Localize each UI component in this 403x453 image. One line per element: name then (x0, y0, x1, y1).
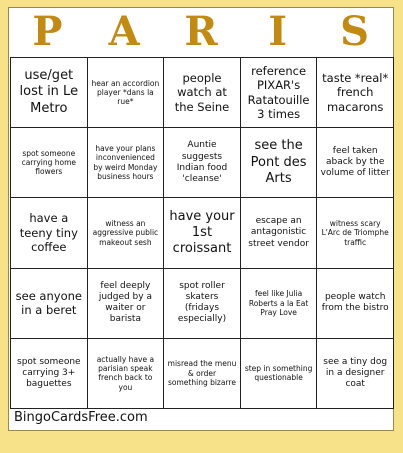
site-brand: BingoCardsFree.com (14, 410, 148, 425)
bingo-cell-r5-c4[interactable]: step in something questionable (241, 339, 318, 409)
header-letter-s: S (340, 8, 370, 55)
bingo-cell-r4-c4[interactable]: feel like Julia Roberts a la Eat Pray Love (241, 269, 318, 339)
bingo-cell-r4-c3[interactable]: spot roller skaters (fridays especially) (164, 269, 241, 339)
bingo-cell-r5-c2[interactable]: actually have a parisian speak french back to you (88, 339, 165, 409)
bingo-cell-r1-c1[interactable]: use/get lost in Le Metro (11, 58, 88, 128)
bingo-cell-r1-c3[interactable]: people watch at the Seine (164, 58, 241, 128)
bingo-card (8, 7, 394, 431)
bingo-grid (10, 57, 394, 409)
bingo-cell-r2-c3[interactable]: Auntie suggests Indian food 'cleanse' (164, 128, 241, 198)
bingo-cell-r1-c4[interactable]: reference PIXAR's Ratatouille 3 times (241, 58, 318, 128)
bingo-cell-r5-c1[interactable]: spot someone carrying 3+ baguettes (11, 339, 88, 409)
bingo-cell-r3-c2[interactable]: witness an aggressive public makeout sesh (88, 198, 165, 268)
bingo-header (9, 8, 393, 56)
bingo-cell-r4-c5[interactable]: people watch from the bistro (317, 269, 394, 339)
bingo-cell-r1-c2[interactable]: hear an accordion player *dans la rue* (88, 58, 165, 128)
bingo-cell-r2-c2[interactable]: have your plans inconvenienced by weird Monday business hours (88, 128, 165, 198)
bingo-cell-r4-c1[interactable]: see anyone in a beret (11, 269, 88, 339)
bingo-cell-r1-c5[interactable]: taste *real* french macarons (317, 58, 394, 128)
bingo-cell-r2-c5[interactable]: feel taken aback by the volume of litter (317, 128, 394, 198)
bingo-cell-r3-c1[interactable]: have a teeny tiny coffee (11, 198, 88, 268)
header-letter-a: A (108, 8, 140, 55)
bingo-cell-r4-c2[interactable]: feel deeply judged by a waiter or barista (88, 269, 165, 339)
bingo-cell-r2-c1[interactable]: spot someone carrying home flowers (11, 128, 88, 198)
header-letter-p: P (32, 8, 63, 55)
bingo-cell-r3-c3[interactable]: have your 1st croissant (164, 198, 241, 268)
bingo-cell-r3-c4[interactable]: escape an antagonistic street vendor (241, 198, 318, 268)
bingo-cell-r5-c5[interactable]: see a tiny dog in a designer coat (317, 339, 394, 409)
bingo-cell-r2-c4[interactable]: see the Pont des Arts (241, 128, 318, 198)
bingo-cell-r5-c3[interactable]: misread the menu & order something bizarre (164, 339, 241, 409)
bingo-cell-r3-c5[interactable]: witness scary L'Arc de Triomphe traffic (317, 198, 394, 268)
header-letter-r: R (184, 8, 218, 55)
header-letter-i: I (268, 8, 288, 55)
